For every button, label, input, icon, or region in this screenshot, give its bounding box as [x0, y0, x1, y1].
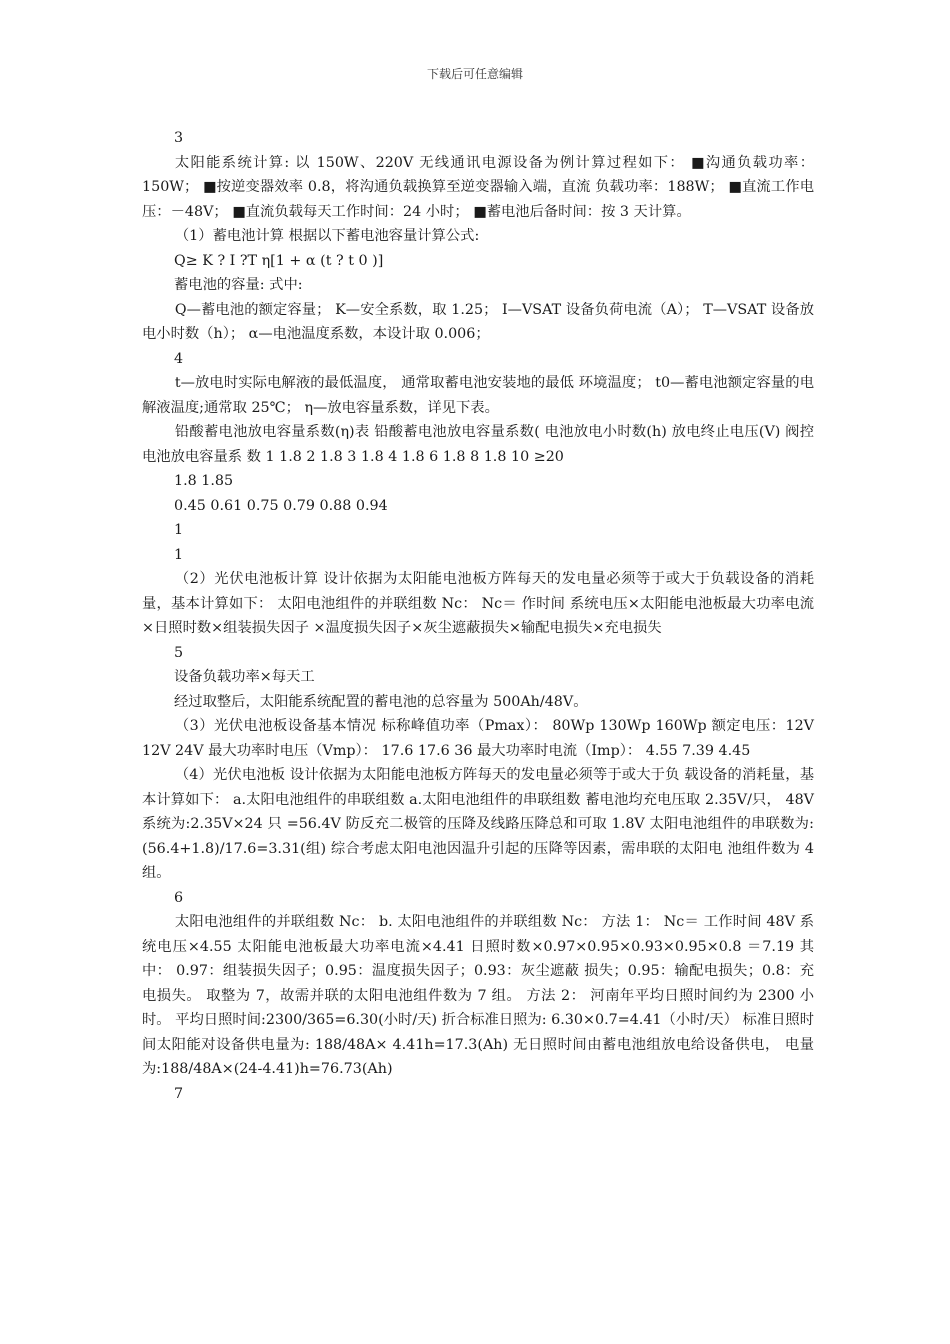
page-header: 下载后可任意编辑	[426, 67, 523, 81]
paragraph: 0.45 0.61 0.75 0.79 0.88 0.94	[174, 497, 388, 514]
paragraph: 经过取整后，太阳能系统配置的蓄电池的总容量为 500Ah/48V。	[174, 693, 588, 710]
paragraph: （3）光伏电池板设备基本情况 标称峰值功率（Pmax）： 80Wp 130Wp 160Wp 额定电压：12V 12V 24V 最大功率时电压（Vmp）： 17.6 17.6 36 最大功率时电流（Imp）： 4.55 7.39 4.45	[142, 718, 814, 759]
paragraph: t—放电时实际电解液的最低温度， 通常取蓄电池安装地的最低 环境温度； t0—蓄电池额定容量的电解液温度;通常取 25℃； η—放电容量系数，详见下表。	[142, 375, 814, 416]
paragraph: 蓄电池的容量: 式中:	[174, 277, 303, 293]
document-body	[142, 126, 814, 1106]
paragraph: 1.8 1.85	[174, 473, 234, 489]
paragraph: 铅酸蓄电池放电容量系数(η)表 铅酸蓄电池放电容量系数( 电池放电小时数(h) 放电终止电压(V) 阀控电池放电容量系 数 1 1.8 2 1.8 3 1.8 4 1.8 6 1.8 8 1.8 10 ≥20	[142, 424, 814, 465]
paragraph: Q≥ K ? I ?T η[1 + α (t ? t 0 )]	[174, 252, 384, 269]
page-number-marker: 7	[174, 1085, 184, 1102]
paragraph: （4）光伏电池板 设计依据为太阳能电池板方阵每天的发电量必须等于或大于负 载设备的消耗量，基本计算如下： a.太阳电池组件的串联组数 a.太阳电池组件的串联组数 蓄电池均充电压取 2.35V/只， 48V 系统为:2.35V×24 只 =56.4V 防反充二极管的压降及线路压降总和可取 1.8V 太阳电池组件的串联数为:(56.4+1.8)/17.6=3.31(组) 综合考虑太阳电池因温升引起的压降等因素，需串联的太阳电 池组件数为 4 组。	[142, 767, 814, 881]
paragraph: Q—蓄电池的额定容量； K—安全系数，取 1.25； I—VSAT 设备负荷电流（A）； T—VSAT 设备放电小时数（h）； α—电池温度系数，本设计取 0.006；	[142, 301, 814, 342]
page-number-marker: 3	[174, 130, 184, 146]
page-number-marker: 1	[174, 522, 184, 538]
paragraph: （1）蓄电池计算 根据以下蓄电池容量计算公式:	[174, 228, 480, 244]
page-number-marker: 6	[174, 889, 184, 906]
paragraph: 太阳电池组件的并联组数 Nc： b. 太阳电池组件的并联组数 Nc： 方法 1： Nc＝ 工作时间 48V 系统电压×4.55 太阳能电池板最大功率电流×4.41 日照时数×0.97×0.95×0.93×0.95×0.8 ＝7.19 其中： 0.97：组装损失因子；0.95：温度损失因子；0.93：灰尘遮蔽 损失；0.95：输配电损失；0.8：充电损失。 取整为 7，故需并联的太阳电池组件数为 7 组。 方法 2： 河南年平均日照时间约为 2300 小时。 平均日照时间:2300/365=6.30(小时/天) 折合标准日照为: 6.30×0.7=4.41（小时/天） 标准日照时间太阳能对设备供电量为: 188/48A× 4.41h=17.3(Ah) 无日照时间由蓄电池组放电给设备供电， 电量为:188/48A×(24-4.41)h=76.73(Ah)	[142, 914, 814, 1077]
page-number-marker: 4	[174, 350, 184, 367]
paragraph: （2）光伏电池板计算 设计依据为太阳能电池板方阵每天的发电量必须等于或大于负载设备的消耗量，基本计算如下： 太阳电池组件的并联组数 Nc： Nc＝ 作时间 系统电压×太阳能电池板最大功率电流×日照时数×组装损失因子 ×温度损失因子×灰尘遮蔽损失×输配电损失×充电损失	[142, 571, 814, 636]
page-number-marker: 5	[174, 644, 184, 661]
page-number-marker: 1	[174, 546, 184, 563]
paragraph: 太阳能系统计算: 以 150W、220V 无线通讯电源设备为例计算过程如下： ■沟通负载功率：150W； ■按逆变器效率 0.8，将沟通负载换算至逆变器输入端，直流 负载功率：188W； ■直流工作电压：－48V； ■直流负载每天工作时间：24 小时； ■蓄电池后备时间：按 3 天计算。	[142, 154, 814, 220]
paragraph: 设备负载功率×每天工	[174, 669, 315, 685]
